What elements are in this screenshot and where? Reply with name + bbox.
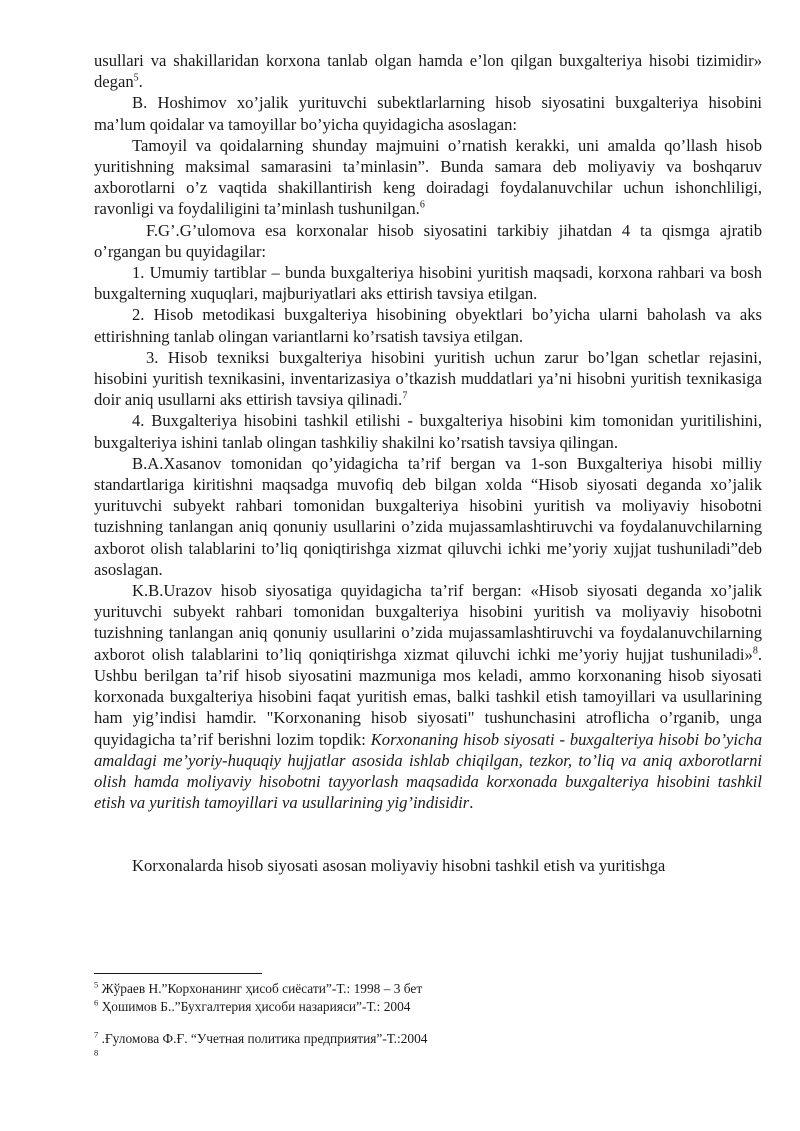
list-item-4: 4. Buxgalteriya hisobini tashkil etilishi - buxgalteriya hisobini kim tomonidan yuritilishini, buxgalteriya ishini tanlab olingan tashkiliy shakilni ko’rsatish tavsiya qilingan.: [94, 411, 762, 452]
footnote-ref: 6: [419, 199, 425, 211]
footnote-item: $^7$ .Ғуломова Ф.Ғ. “Учетная политика предприятия”-Т.:2004: [94, 1029, 428, 1046]
list-item-2: 2. Hisob metodikasi buxgalteriya hisobining obyektlari bo’yicha ularni baholash va aks ettirishning tanlab olingan variantlarni ko’rsatish tavsiya etilgan.: [94, 305, 762, 346]
footnote-ref: 5: [133, 72, 139, 84]
footnote-item: $^6$ Ҳошимов Б..”Бухгалтерия ҳисоби назарияси”-Т.: 2004: [94, 997, 411, 1014]
paragraph-principles: Tamoyil va qoidalarning shunday majmuini o’rnatish kerakki, uni amalda qo’llash hisob yuritishning maksimal samarasini ta’minlasin”. Bunda samara deb moliyaviy va boshqaruv axborotlarni o’z vaqtida shakillantirish keng doiradagi foydalanuvchilar uchun ishonchliligi, ravonligi va foydaliligini ta’minlash tushunilgan.$^6$: [94, 135, 762, 219]
paragraph-xasanov: B.A.Xasanov tomonidan qo’yidagicha ta’rif bergan va 1-son Buxgalteriya hisobi milliy standartlariga kiritishni maqsadga muvofiq deb bilgan xolda “Hisob siyosati deganda xo’jalik yurituvchi subyekt rahbari tomonidan buxgalteriya hisobini yuritish va moliyaviy hisobotni tuzishning tanlangan aniq qonuniy usullarini o’zida mujassamlashtiruvchi va foydalanuvchilarning axborot olish talablarini to’liq qoniqtirishga xizmat qiluvchi ichki me’yoriy xujjat tushuniladi”deb asoslagan.: [94, 453, 762, 579]
footnote-item: 8: [94, 1047, 99, 1058]
definition-italic: Korxonaning hisob siyosati - buxgalteriya hisobi bo’yicha amaldagi me’yoriy-huquqiy hujjatlar asosida ishlab chiqilgan, tezkor, to’liq va aniq axborotlarni olish hamda moliyaviy hisobotni tayyorlash maqsadida korxonada buxgalteriya hisobini tashkil etish va yuritish tamoyillari va usullarining yig’indisidir: [94, 729, 762, 813]
footnotes: [94, 980, 762, 1066]
paragraph-hoshimov: B. Hoshimov xo’jalik yurituvchi subektlarlarning hisob siyosatini buxgalteriya hisobini ma’lum qoidalar va tamoyillar bo’yicha quyidagicha asoslagan:: [94, 93, 762, 134]
paragraph-final: Korxonalarda hisob siyosati asosan moliyaviy hisobni tashkil etish va yuritishga: [132, 856, 666, 876]
paragraph-gulomova: F.G’.G’ulomova esa korxonalar hisob siyosatini tarkibiy jihatdan 4 ta qismga ajratib o’rgangan bu quyidagilar:: [94, 220, 762, 261]
list-item-1: 1. Umumiy tartiblar – bunda buxgalteriya hisobini yuritish maqsadi, korxona rahbari va bosh buxgalterning xuquqlari, majburiyatlari aks ettirish tavsiya etilgan.: [94, 263, 762, 304]
paragraph-urazov: K.B.Urazov hisob siyosatiga quyidagicha ta’rif bergan: «Hisob siyosati deganda xo’jalik yurituvchi subyekt rahbari tomonidan buxgalteriya hisobini yuritish va moliyaviy hisobotni tuzishning tanlangan aniq qonuniy usullarini o’zida mujassamlashtiruvchi va foydalanuvchilarning axborot olish talablarini to’liq qoniqtirishga xizmat qiluvchi ichki me’yoriy hujjat tushuniladi»$^8$. Ushbu berilgan ta’rif hisob siyosatini mazmuniga mos keladi, ammo korxonaning hisob siyosati korxonada buxgalteriya hisobini faqat yuritish emas, balki tashkil etish tamoyillari va usullarining ham yig’indisi hamdir. "Korxonaning hisob siyosati" tushunchasini atroflicha o’rganib, unga quyidagicha ta’rif berishni lozim topdik: Korxonaning hisob siyosati - buxgalteriya hisobi bo’yicha amaldagi me’yoriy-huquqiy hujjatlar asosida ishlab chiqilgan, tezkor, to’liq va aniq axborotlarni olish hamda moliyaviy hisobotni tayyorlash maqsadida korxonada buxgalteriya hisobini tashkil etish va yuritish tamoyillari va usullarining yig’indisidir.: [94, 581, 762, 813]
list-item-3: 3. Hisob texniksi buxgalteriya hisobini yuritish uchun zarur bo’lgan schetlar rejasini, hisobini yuritish texnikasini, inventarizasiya o’tkazish muddatlari ya’ni hisobni yuritish texnikasiga doir aniq usullarni aks ettirish tavsiya qilinadi.$^7$: [94, 347, 762, 410]
footnote-divider: [94, 973, 262, 974]
paragraph-continuation: usullari va shakillaridan korxona tanlab olgan hamda e’lon qilgan buxgalteriya hisobi tizimidir» degan$^5$.: [94, 51, 762, 92]
body-text: [94, 50, 762, 877]
footnote-ref: 7: [402, 390, 408, 402]
footnote-ref: 8: [752, 645, 758, 657]
footnote-item: $^5$ Жўраев Н.”Корхонанинг ҳисоб сиёсати”-Т.: 1998 – 3 бет: [94, 979, 423, 996]
